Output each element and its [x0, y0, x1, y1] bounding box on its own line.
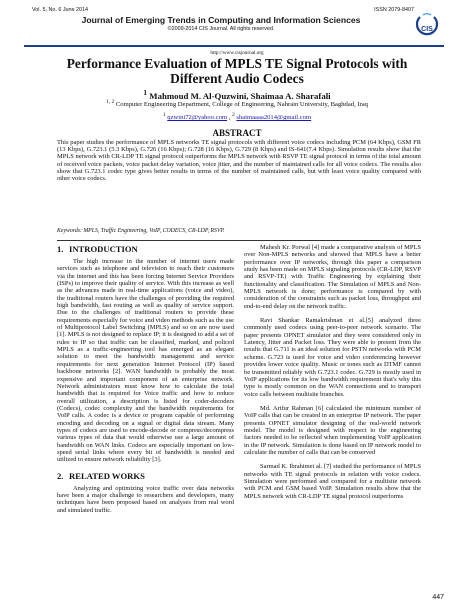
journal-name: Journal of Emerging Trends in Computing and Information Sciences — [81, 15, 361, 25]
author-emails: $^1$ qzwini72@yahoo.com , $^2$ shaimaaaa2014@gmail.com — [162, 112, 312, 122]
related-work-ibrahim: Sarmad K. Ibrahimet al. [7] studied the performance of MPLS networks with TE signal protocols in relation with voice codecs. Simulation were performed and compared for a multisite network with PCM and GSM based VoIP. Simulation results show that the MPLS network with CR-LDP TE signal protocol outperforms — [244, 463, 421, 500]
issn: ISSN 2079-8407 — [374, 7, 414, 13]
related-heading-text: RELATED WORKS — [69, 470, 145, 481]
related-heading — [57, 471, 234, 481]
author-names: Mahmoud M. Al-Quzwini, Shaimaa A. Sharafali — [149, 90, 331, 101]
related-work-porwal: Mahesh Kr. Porwal [4] made a comparative analysis of MPLS over Non-MPLS networks and showed that MPLS have a better performance over IP networks, through this paper a comparison study has been made on MPLS signaling protocols (CR-LDP, RSVP and RSVP-TE) with Traffic Engineering by explaining their functionality and classification. The Simulation of MPLS and Non-MPLS network is done; performance is compared by with consideration of the constraints such as packet loss, throughput and end-to-end delay on the network traffic. — [244, 244, 421, 310]
related-number: 2. — [57, 470, 64, 481]
paper-title: Performance Evaluation of MPLS TE Signal Protocols with Different Audio Codecs — [66, 56, 408, 86]
email-link-2[interactable]: shaimaaaa2014@gmail.com — [236, 114, 312, 122]
email-link-1[interactable]: qzwini72@yahoo.com — [167, 114, 228, 122]
right-column — [244, 244, 421, 507]
section-separator — [57, 240, 421, 241]
related-work-ramakrishnan: Ravi Shankar Ramakrishnan et al.[5] analyzed three commonly used codecs using peer-to-peer network scenario. The paper presents OPNET simulator and they were considered only in Latency, Jitter and Packet loss. They were able to present from the results that G.711 is an ideal solution for PSTN networks with PCM scheme. G.723 is used for voice and video conferencing however provides lower voice quality. Music or tones such as DTMF cannot be transmitted reliably with G.723.1 codec. G.729 is mostly used in VoIP applications for its low bandwidth requirement that's why this type is mostly common on the WAN connections and to transport voice calls between multisite branches. — [244, 317, 421, 398]
abstract-text: This paper studies the performance of MPLS networks TE signal protocols with different voice codecs including PCM (64 Kbps), GSM FR (13 Kbps), G.723.1 (5.3 Kbps), G.726 (16 Kbps); G.728 (16 Kbps), G.729 (8 Kbps) and IS-641(7.4 Kbps). Simulation results show that the MPLS network with CR-LDP TE signal protocol outperforms the MPLS network with RSVP TE signal protocol in terms of the total amount of received voice packets, voice packet delay variation, voice jitter, and the number of maintained calls for all voice codecs. The results also show that G.723.1 codec type gives better results in terms of the number of maintained calls, but with least voice quality compared with other voice codecs. — [57, 139, 421, 183]
intro-number: 1. — [57, 244, 64, 254]
authors: $^1$ Mahmoud M. Al-Quzwini, Shaimaa A. Sharafali — [143, 88, 331, 101]
left-column — [57, 244, 234, 521]
related-paragraph: Analyzing and optimizing voice traffic over data networks have been a major challenge to researchers and developers, many techniques have been proposed based on analyses from real word and simulated traffic. — [57, 484, 234, 514]
header-rule — [24, 45, 444, 47]
journal-url[interactable]: http://www.cisjournal.org — [210, 50, 264, 56]
volume-info: Vol. 5, No. 6 June 2014 — [32, 7, 89, 13]
cis-logo — [414, 11, 440, 41]
intro-paragraph: The high increase in the number of internet users made services such as telephone and television to reach their customers via the internet and this has been forcing Internet Service Providers (ISPs) to improve their quality of service. With this increase as well as the advances made in real-time applications (voice and video), the traditional routers have the challenges of providing the required high bandwidth, fast routing as well as quality of service support. Due to the challenges of traditional routers to provide these requirements especially for voice and video methods such as the use of Multiprotocol Label Switching (MPLS) and so on are now used [1]. MPLS is not designed to replace IP; it is designed to add a set of rules to IP so that traffic can be classified, marked, and policed MPLS as a traffic-engineering tool has emerged as an elegant solution to meet the bandwidth management and service requirements for next generation Internet Protocol (IP) based backbone networks [2]. WAN bandwidth is probably the most expensive and important component of an enterprise network. Network administrators must know how to calculate the total bandwidth that is required for Voice traffic and how to reduce overall utilization, a description is listed for coder-decoders (Codecs), codec complexity and the bandwidth requirements for VoIP calls. A codec is a device or program capable of performing encoding and decoding on a signal or digital data stream. Many types of codecs are used to encode-decode or compress/decompress various types of data that would otherwise use a large amount of bandwidth on WAN links. Codecs are especially important on low-speed serial links where every bit of bandwidth is needed and utilized to ensure network reliability [3]. — [57, 258, 235, 464]
logo-text: CIS — [421, 26, 433, 33]
affiliation-text: Computer Engineering Department, College of Engineering, Nahrain University, Baghdad, Iraq — [115, 101, 368, 109]
related-work-rahman: Md. Arifur Rahman [6] calculated the minimum number of VoIP calls that can be created in an enterprise IP network. The paper presents OPNET simulator designing of the real-world network model. The model is designed with respect to the engineering factors needed to be reflected when implementing VoIP application in the IP network. Simulation is done based on IP network model to calculate the number of calls that can be conserved — [244, 404, 421, 456]
copyright-notice: ©2009-2014 CIS Journal. All rights reserved. — [167, 26, 275, 32]
journal-header — [32, 7, 444, 47]
intro-heading — [57, 244, 234, 254]
affiliation: $^{1, 2}$ Computer Engineering Department, College of Engineering, Nahrain University, Baghdad, Iraq — [106, 99, 368, 109]
abstract-heading: ABSTRACT — [212, 128, 262, 138]
page-number: 447 — [432, 594, 444, 601]
intro-heading-text: INTRODUCTION — [69, 244, 138, 254]
keywords: Keywords: MPLS, Traffic Engineering, VoIP, CODECS, CR-LDP, RSVP. — [57, 228, 225, 234]
